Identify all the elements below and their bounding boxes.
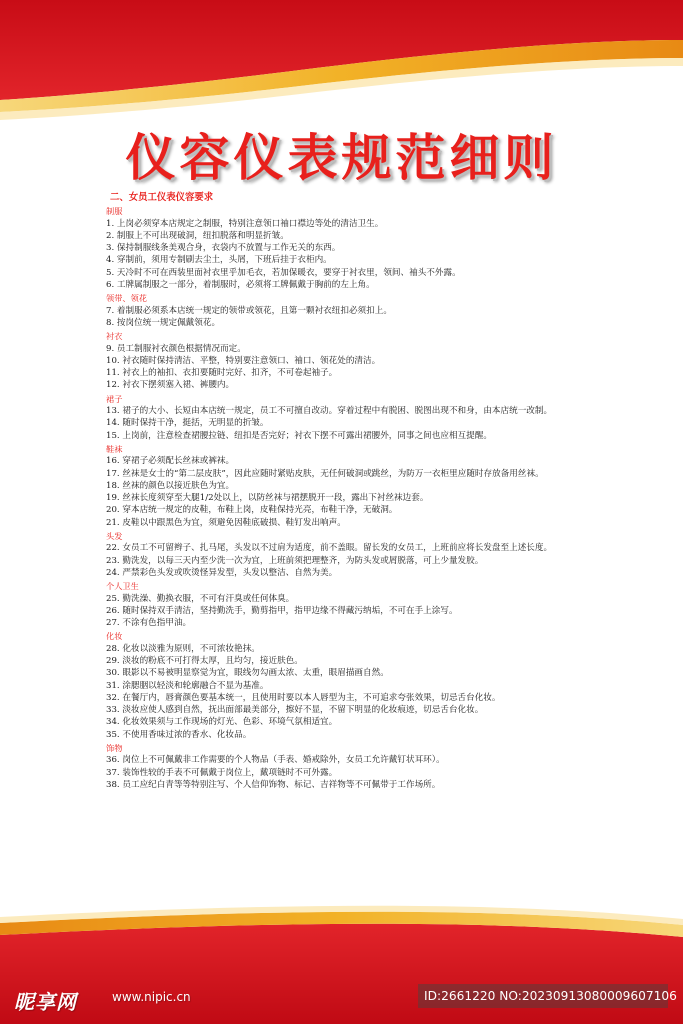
rule-item: 17. 丝袜是女士的“第二层皮肤”，因此应随时紧贴皮肤，无任何破洞或跳丝，为防万一衣柜里应随时存放备用丝袜。 <box>106 468 544 479</box>
rule-item: 15. 上岗前，注意检查裙腰拉链、纽扣是否完好；衬衣下摆不可露出裙腰外，同事之间也应相互提醒。 <box>106 430 492 441</box>
rule-item: 4. 穿制前，须用专制刷去尘土，头屑，下班后挂于衣柜内。 <box>106 255 332 266</box>
rule-item: 3. 保持制服线条美观合身，衣袋内不放置与工作无关的东西。 <box>106 243 341 254</box>
rule-item: 22. 女员工不可留辫子、扎马尾，头发以不过肩为适度，前不盖眼。留长发的女员工，上班前应将长发盘至上述长度。 <box>106 543 553 554</box>
category-label: 个人卫生 <box>106 581 139 592</box>
rule-item: 7. 着制服必须系本店统一规定的领带或领花，且第一颗衬衣纽扣必须扣上。 <box>106 305 392 316</box>
rule-item: 12. 衬衣下摆须塞入裙、裤腰内。 <box>106 380 235 391</box>
rule-item: 35. 不使用香味过浓的香水、化妆品。 <box>106 729 252 740</box>
rule-item: 6. 工牌属制服之一部分，着制服时，必须将工牌佩戴于胸前的左上角。 <box>106 280 375 291</box>
rule-item: 19. 丝袜长度须穿至大腿1/2处以上，以防丝袜与裙摆脱开一段，露出下衬丝袜边套。 <box>106 493 429 504</box>
watermark-url: www.nipic.cn <box>112 990 191 1004</box>
watermark-logo: 昵享网 <box>14 990 77 1014</box>
rule-item: 25. 勤洗澡、勤换衣服，不可有汗臭或任何体臭。 <box>106 593 295 604</box>
rule-item: 30. 眼影以不易被明显察觉为宜，眼线勿勾画太浓、太重，眼眉描画自然。 <box>106 668 389 679</box>
section-heading: 二、女员工仪表仪容要求 <box>110 192 214 203</box>
rule-item: 33. 淡妆应使人感到自然，抚出面部最美部分，擦好不显，不留下明显的化妆痕迹，切忌舌台化妆。 <box>106 705 484 716</box>
rule-item: 28. 化妆以淡雅为原则，不可浓妆艳抹。 <box>106 643 260 654</box>
rule-item: 1. 上岗必须穿本店规定之制服，特别注意领口袖口襟边等处的清洁卫生。 <box>106 218 384 229</box>
rule-item: 2. 制服上不可出现破洞，纽扣脱落和明显折皱。 <box>106 230 289 241</box>
category-label: 鞋袜 <box>106 443 123 454</box>
rule-item: 18. 丝袜的颜色以接近肤色为宜。 <box>106 480 235 491</box>
rule-item: 36. 岗位上不可佩戴非工作需要的个人物品（手表、婚戒除外，女员工允许戴钉状耳环）。 <box>106 755 445 766</box>
rules-content <box>106 192 600 791</box>
category-label: 制服 <box>106 206 123 217</box>
category-label: 化妆 <box>106 631 123 642</box>
rule-item: 32. 在餐厅内，唇膏颜色要基本统一，且使用时要以本人唇型为主，不可追求夸张效果，切忌舌台化妆。 <box>106 692 501 703</box>
rule-item: 10. 衬衣随时保持清洁、平整，特别要注意领口、袖口、领花处的清洁。 <box>106 355 381 366</box>
category-label: 领带、领花 <box>106 293 147 304</box>
rule-item: 27. 不涂有色指甲油。 <box>106 618 192 629</box>
rule-item: 20. 穿本店统一规定的皮鞋，布鞋上岗，皮鞋保持光亮，布鞋干净，无破洞。 <box>106 505 398 516</box>
rule-item: 23. 勤洗发，以每三天内至少洗一次为宜，上班前须把理整齐，为防头发或屑脱落，可上少量发胶。 <box>106 555 484 566</box>
rule-item: 34. 化妆效果须与工作现场的灯光、色彩、环境气氛相适宜。 <box>106 717 338 728</box>
rules-sections <box>106 205 600 791</box>
category-label: 头发 <box>106 531 123 542</box>
rule-item: 16. 穿裙子必须配长丝袜或裤袜。 <box>106 456 235 467</box>
rule-item: 11. 衬衣上的袖扣、衣扣要随时完好、扣齐，不可卷起袖子。 <box>106 368 338 379</box>
category-label: 饰物 <box>106 743 123 754</box>
rule-item: 38. 员工应纪白青等等特别注写、个人信仰饰物、标记、吉祥物等不可佩带于工作场所。 <box>106 779 441 790</box>
category-label: 衬衣 <box>106 331 123 342</box>
rule-item: 29. 淡妆的粉底不可打得太厚，且均匀，接近肤色。 <box>106 655 303 666</box>
rule-item: 9. 员工制服衬衣颜色根据情况而定。 <box>106 343 246 354</box>
category-label: 裙子 <box>106 393 123 404</box>
page-title: 仪容仪表规范细则 <box>125 128 558 187</box>
rule-item: 37. 装饰性较的手表不可佩戴于岗位上，戴项链时不可外露。 <box>106 767 338 778</box>
rule-item: 21. 皮鞋以中跟黑色为宜，须避免因鞋底破损、鞋钉发出响声。 <box>106 517 346 528</box>
rule-item: 31. 涂腮胭以轻淡和轮廓融合不显为基准。 <box>106 680 269 691</box>
rule-item: 24. 严禁彩色头发或吹烫怪异发型，头发以整洁、自然为美。 <box>106 567 338 578</box>
rule-item: 26. 随时保持双手清洁，坚持勤洗手，勤剪指甲，指甲边缘不得藏污纳垢，不可在手上涂写。 <box>106 605 458 616</box>
rule-item: 8. 按岗位统一规定佩戴领花。 <box>106 317 221 328</box>
rule-item: 5. 天冷时不可在西装里面衬衣里乎加毛衣，若加保暖衣，要穿于衬衣里，领间、袖头不外露。 <box>106 267 461 278</box>
rule-item: 13. 裙子的大小、长短由本店统一规定，员工不可擅自改动。穿着过程中有脱困、脱图出现不和身，由本店统一改制。 <box>106 406 553 417</box>
rule-item: 14. 随时保持干净，挺括，无明显的折皱。 <box>106 418 269 429</box>
watermark-id-text: ID:2661220 NO:20230913080009607106 <box>424 989 677 1003</box>
